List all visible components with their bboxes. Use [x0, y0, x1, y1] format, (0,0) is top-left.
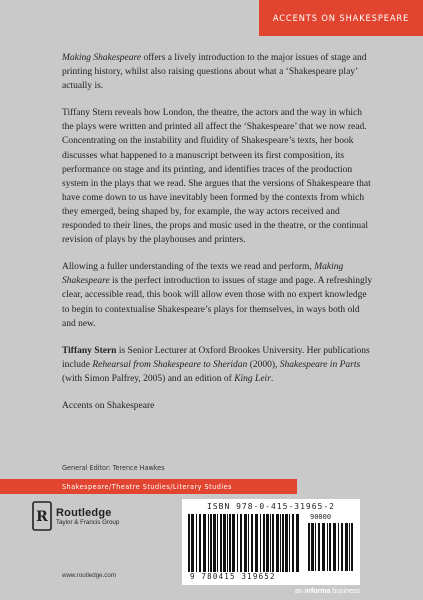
paragraph-intro	[62, 51, 374, 93]
barcode-bar	[318, 523, 320, 571]
barcode-bar	[196, 514, 197, 572]
barcode-bar	[248, 514, 249, 572]
barcode-bar	[308, 523, 310, 571]
barcode-bar	[276, 514, 279, 572]
barcode-bar	[244, 514, 247, 572]
barcode-bar	[217, 514, 218, 572]
barcode-bar	[311, 523, 314, 571]
barcode-bar	[341, 523, 343, 571]
barcode-bar	[266, 514, 269, 572]
barcode-bar	[213, 514, 216, 572]
routledge-logo-icon	[32, 501, 52, 531]
book-title: Rehearsal from Shakespeare to Sheridan	[92, 359, 248, 370]
publisher-name: Routledge	[56, 506, 112, 519]
subject-bar-label: Shakespeare/Theatre Studies/Literary Studies	[62, 482, 232, 491]
barcode-bar	[272, 514, 274, 572]
barcode-bar	[232, 514, 235, 572]
paragraph-intro-text: offers a lively introduction to the major issues of stage and printing history, whilst also raising questions about what a ‘Shakespeare play’ actually is.	[62, 53, 367, 92]
publisher-logo	[32, 498, 136, 534]
book-title: Making Shakespeare	[62, 53, 142, 63]
barcode-bar	[345, 523, 348, 571]
barcode-bar	[263, 514, 265, 572]
barcode-bar	[210, 514, 212, 572]
isbn-label: ISBN 978-0-415-31965-2	[207, 502, 335, 511]
series-tab-label: ACCENTS ON SHAKESPEARE	[272, 12, 410, 24]
series-tab	[259, 0, 423, 36]
barcode-bar	[322, 523, 325, 571]
barcode-bar	[351, 523, 353, 571]
barcode-bar	[296, 514, 299, 572]
barcode-bar	[338, 523, 339, 571]
barcode-bar	[191, 514, 194, 572]
author-name: Tiffany Stern	[62, 345, 117, 356]
addon-barcode	[308, 523, 354, 571]
barcode-bar	[349, 523, 350, 571]
publisher-subtitle: Taylor & Francis Group	[56, 518, 120, 526]
barcode-bar	[327, 523, 328, 571]
author-bio-text: (2000),	[247, 359, 280, 370]
barcode-bar	[329, 523, 331, 571]
book-title: Shakespeare in Parts	[279, 359, 361, 370]
barcode-bar	[292, 514, 294, 572]
barcode-bar	[240, 514, 242, 572]
barcode-bar	[199, 514, 201, 572]
paragraph-conclusion-text: is the perfect introduction to issues of stage and page. A refreshingly clear, accessible read, this book will allow even those with no expert knowledge to begin to contextualise Shakespeare’s plays for themselves, in ways both old and new.	[62, 276, 373, 329]
barcode-bar	[282, 514, 284, 572]
ean-barcode	[188, 514, 300, 572]
barcode-bar	[285, 514, 288, 572]
author-bio	[62, 344, 374, 386]
subject-bar	[0, 479, 297, 494]
barcode-bar	[333, 523, 336, 571]
barcode-bar	[208, 514, 209, 572]
informa-suffix: business	[330, 588, 360, 595]
ean-number: 9 780415 319652	[190, 572, 276, 581]
barcode-bar	[260, 514, 261, 572]
barcode-bar	[289, 514, 290, 572]
publisher-url: www.routledge.com	[62, 572, 116, 579]
paragraph-conclusion	[62, 260, 374, 330]
author-bio-text: is Senior Lecturer at Oxford Brookes University. Her publications include	[62, 345, 370, 370]
barcode-bar	[229, 514, 231, 572]
paragraph-conclusion-start: Allowing a fuller understanding of the texts we read and perform,	[62, 262, 315, 273]
barcode-bar	[251, 514, 253, 572]
svg-text:R: R	[36, 509, 48, 525]
barcode-bar	[188, 514, 190, 572]
barcode-bar	[255, 514, 258, 572]
barcode-bar	[220, 514, 222, 572]
book-title: King Leir	[234, 373, 271, 384]
barcode-bar	[280, 514, 281, 572]
informa-footer	[295, 588, 360, 595]
paragraph-description: Tiffany Stern reveals how London, the theatre, the actors and the way in which the plays were written and printed all affect the ‘Shakespeare’ that we now read. Concentrating on the instability and fluidity of Shakespeare’s texts, her book discusses what happened to a manuscript between its first composition, its performance on stage and its printing, and identifies traces of the production system in the plays that we read. She argues that the versions of Shakespeare that have come down to us have inevitably been formed by the contexts from which they emerged, being shaped by, for example, the way actors received and responded to their lines, the props and music used in the theatre, or the continual revision of plays by the playhouses and printers.	[62, 108, 371, 246]
price-code: 90000	[310, 513, 332, 521]
informa-prefix: an	[295, 588, 305, 595]
series-name: Accents on Shakespeare	[62, 400, 155, 411]
barcode-bar	[203, 514, 206, 572]
barcode-panel	[182, 499, 360, 585]
blurb	[62, 51, 374, 426]
informa-brand: informa	[304, 588, 331, 595]
barcode-bar	[270, 514, 271, 572]
author-bio-text: (with Simon Palfrey, 2005) and an edition of	[62, 373, 235, 384]
barcode-bar	[227, 514, 228, 572]
book-title: Making Shakespeare	[62, 262, 344, 287]
barcode-bar	[223, 514, 226, 572]
barcode-bar	[315, 523, 316, 571]
general-editor: General Editor: Terence Hawkes	[62, 463, 165, 472]
barcode-bar	[237, 514, 238, 572]
author-bio-text: .	[270, 373, 274, 384]
